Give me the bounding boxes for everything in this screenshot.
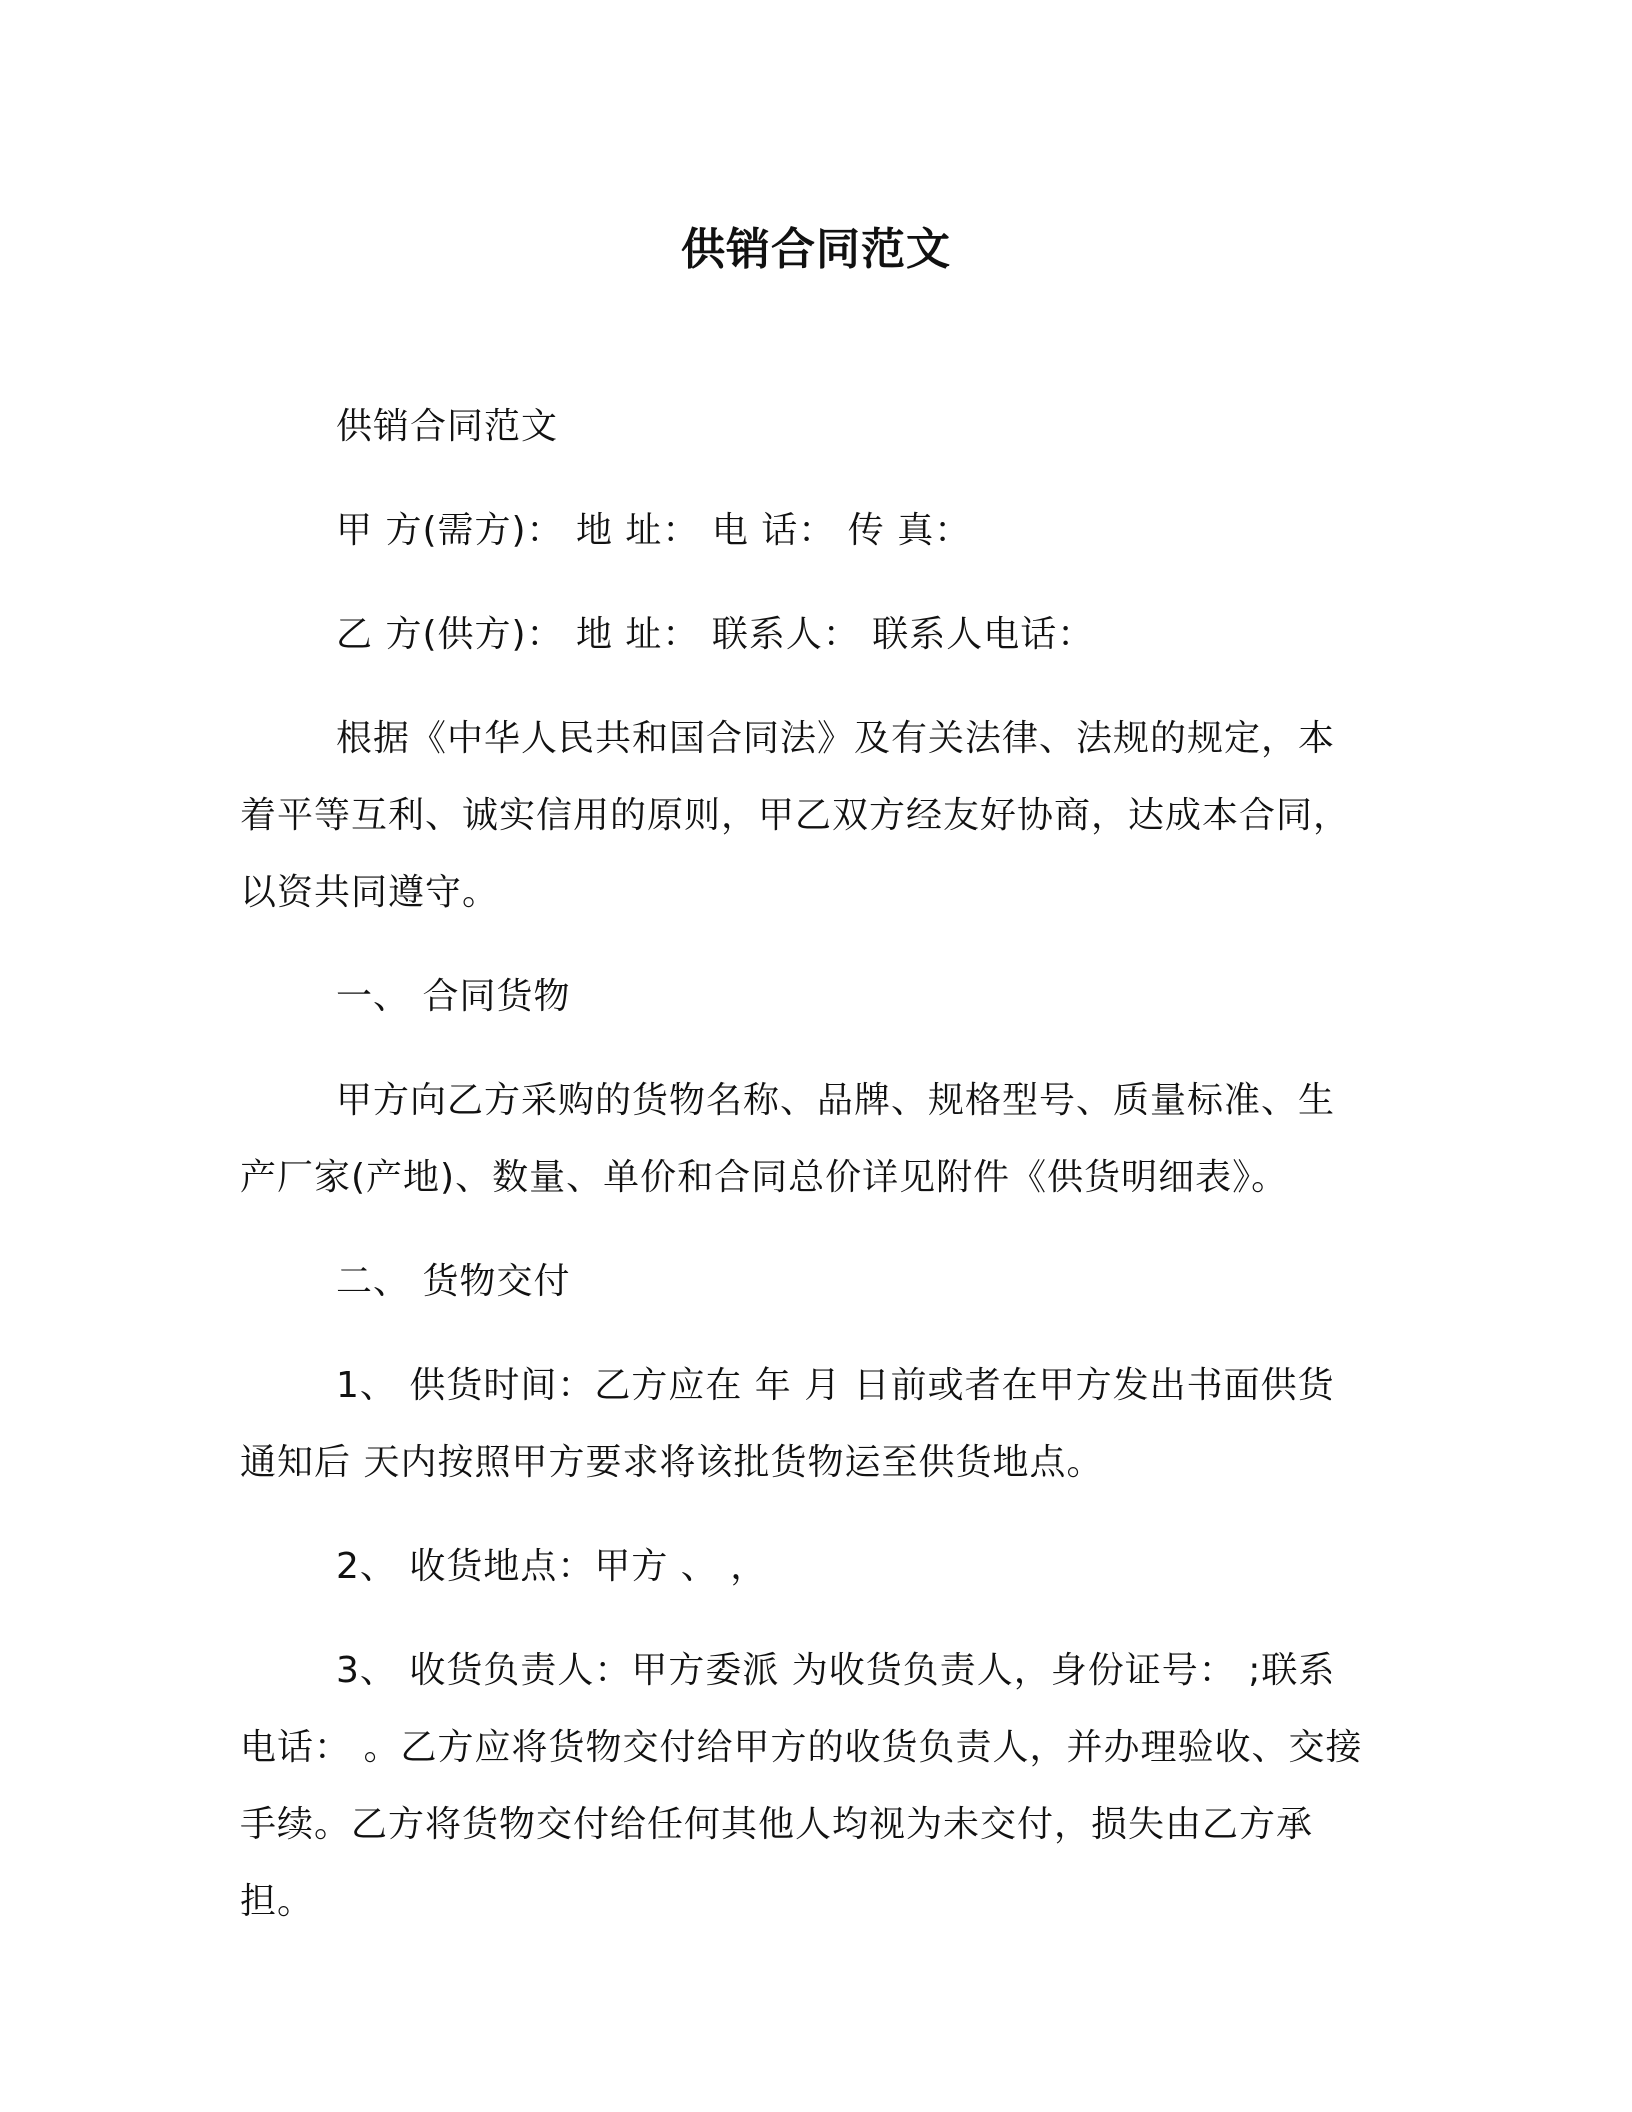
paragraph-subtitle: 供销合同范文 bbox=[336, 406, 559, 447]
section-heading-goods: 一、 合同货物 bbox=[336, 976, 571, 1017]
paragraph-preamble: 根据《中华人民共和国合同法》及有关法律、法规的规定，本着平等互利、诚实信用的原则，甲乙双方经友好协商，达成本合同，以资共同遵守。 bbox=[240, 718, 1351, 913]
document-title: 供销合同范文 bbox=[681, 224, 951, 275]
paragraph-party-a: 甲 方(需方)： 地 址： 电 话： 传 真： bbox=[336, 510, 972, 551]
document-body bbox=[240, 388, 1368, 1940]
clause-delivery-place: 2、 收货地点：甲方 、 ， bbox=[336, 1546, 768, 1587]
paragraph-goods: 甲方向乙方采购的货物名称、品牌、规格型号、质量标准、生产厂家(产地)、数量、单价和合同总价详见附件《供货明细表》。 bbox=[240, 1080, 1336, 1198]
clause-delivery-time: 1、 供货时间：乙方应在 年 月 日前或者在甲方发出书面供货通知后 天内按照甲方要求将该批货物运至供货地点。 bbox=[240, 1365, 1335, 1483]
paragraph-party-b: 乙 方(供方)： 地 址： 联系人： 联系人电话： bbox=[336, 614, 1095, 655]
section-heading-delivery: 二、 货物交付 bbox=[336, 1261, 571, 1302]
clause-receiver: 3、 收货负责人：甲方委派 为收货负责人，身份证号： ;联系电话： 。乙方应将货物交付给甲方的收货负责人，并办理验收、交接手续。乙方将货物交付给任何其他人均视为未交付，损失由乙方承担。 bbox=[240, 1650, 1363, 1922]
